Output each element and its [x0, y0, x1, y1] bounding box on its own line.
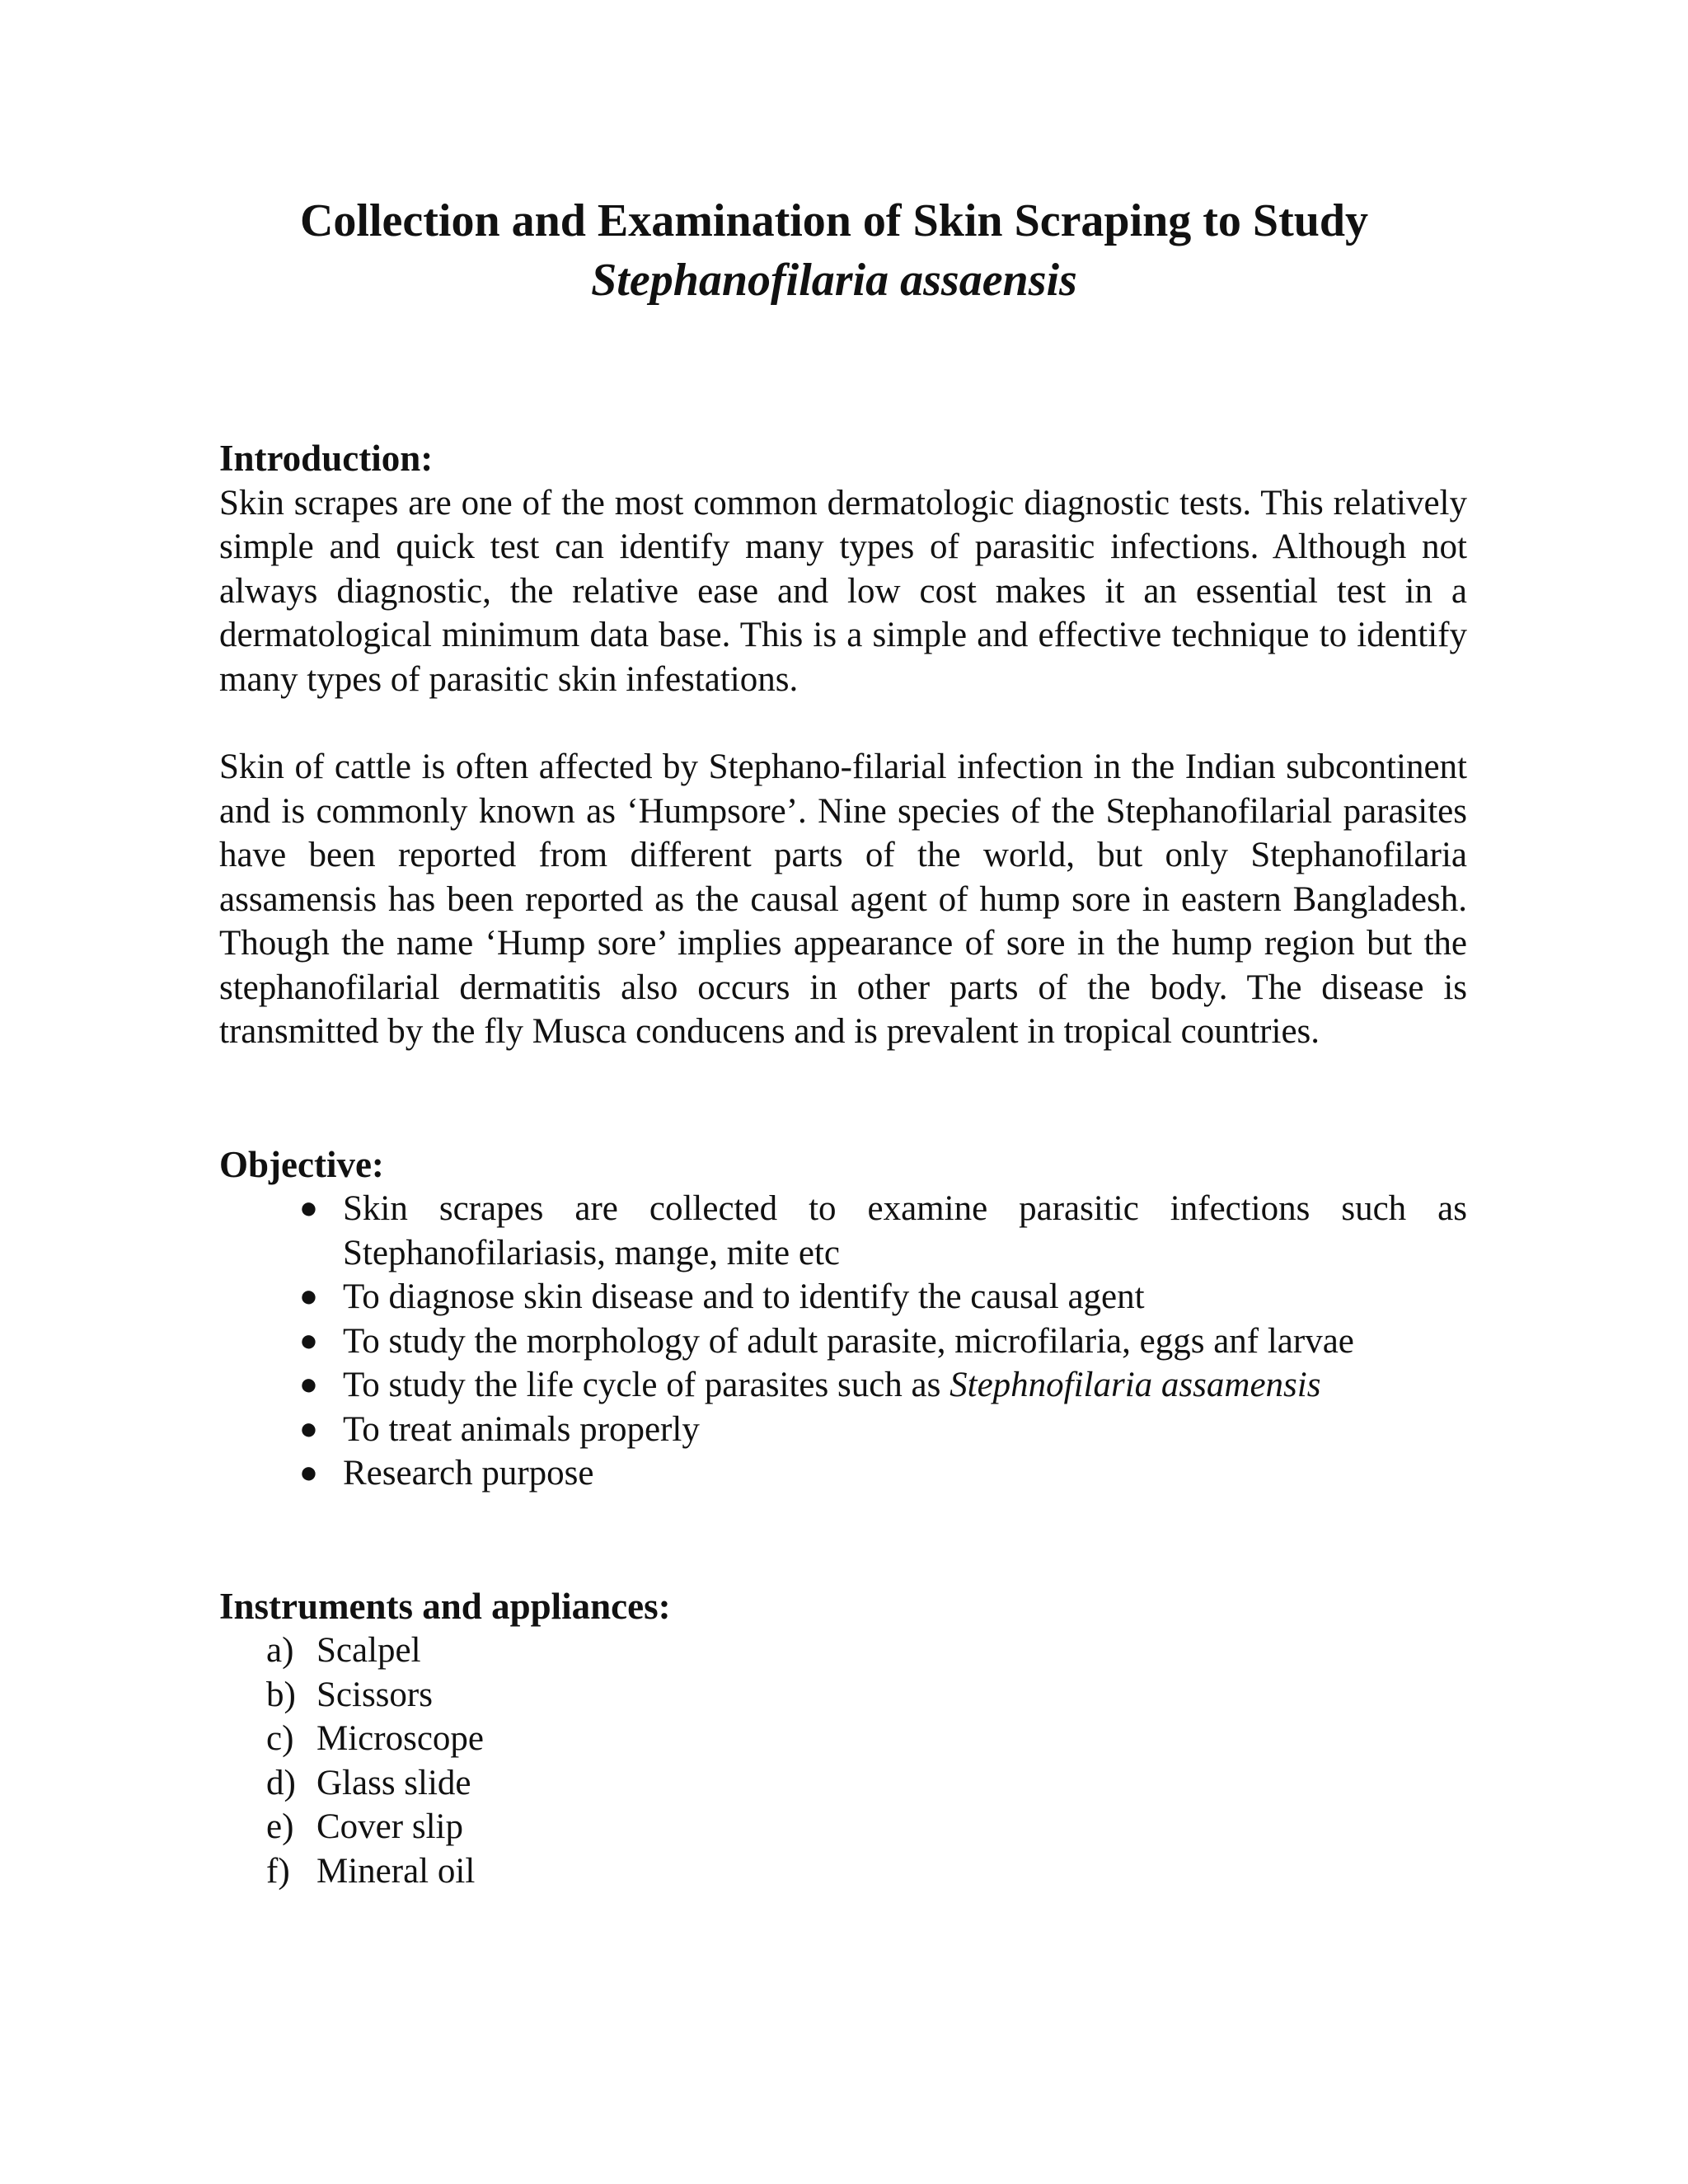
document-body — [219, 437, 1467, 1893]
title-block — [165, 191, 1503, 310]
list-marker: b) — [266, 1675, 296, 1714]
introduction-heading: Introduction: — [219, 438, 434, 479]
bullet-icon: ● — [299, 1367, 318, 1402]
objective-section — [219, 1143, 1467, 1496]
instrument-item — [219, 1717, 1467, 1761]
instruments-heading: Instruments and appliances: — [219, 1585, 671, 1627]
instruments-list — [219, 1629, 1467, 1893]
objective-item — [219, 1275, 1467, 1319]
instrument-item-text: Mineral oil — [316, 1851, 476, 1891]
introduction-paragraph-2: Skin of cattle is often affected by Stephano-filarial infection in the Indian subcontinent and is commonly known as ‘Humpsore’. Nine species of the Stephanofilarial parasites have been reported from different parts of the world, but only Stephanofilaria assamensis has been reported as the causal agent of hump sore in eastern Bangladesh. Though the name ‘Hump sore’ implies appearance of sore in the hump region but the stephanofilarial dermatitis also occurs in other parts of the body. The disease is transmitted by the fly Musca conducens and is prevalent in tropical countries. — [219, 748, 1467, 1051]
objective-item-text: To study the life cycle of parasites such as — [343, 1366, 950, 1404]
bullet-icon: ● — [299, 1279, 318, 1314]
introduction-section — [219, 437, 1467, 1054]
list-marker: f) — [266, 1851, 290, 1891]
objective-item-text: To study the morphology of adult parasite, microfilaria, eggs anf larvae — [343, 1321, 1354, 1361]
objective-item-text: To treat animals properly — [343, 1409, 700, 1449]
list-marker: e) — [266, 1807, 294, 1846]
instrument-item — [219, 1805, 1467, 1849]
instrument-item — [219, 1849, 1467, 1894]
instruments-section — [219, 1585, 1467, 1894]
list-marker: c) — [266, 1719, 294, 1758]
objective-heading: Objective: — [219, 1143, 384, 1185]
introduction-paragraph-1: Skin scrapes are one of the most common dermatologic diagnostic tests. This relatively simple and quick test can identify many types of parasitic infections. Although not always diagnostic, the relative ease and low cost makes it an essential test in a dermatological minimum data base. This is a simple and effective technique to identify many types of parasitic skin infestations. — [219, 483, 1467, 699]
instrument-item — [219, 1629, 1467, 1673]
list-marker: a) — [266, 1631, 294, 1670]
objective-item — [219, 1408, 1467, 1452]
objective-item — [219, 1319, 1467, 1364]
instrument-item-text: Microscope — [316, 1719, 484, 1758]
bullet-icon: ● — [299, 1191, 318, 1226]
instrument-item — [219, 1761, 1467, 1806]
objective-item-text: To diagnose skin disease and to identify the causal agent — [343, 1277, 1145, 1316]
objective-list — [219, 1187, 1467, 1496]
objective-item — [219, 1187, 1467, 1275]
instrument-item-text: Scissors — [316, 1675, 433, 1714]
instrument-item-text: Cover slip — [316, 1807, 463, 1846]
species-name-italic: Stephnofilaria assamensis — [950, 1366, 1321, 1404]
bullet-icon: ● — [299, 1323, 318, 1358]
page-title-species: Stephanofilaria assaensis — [591, 255, 1077, 306]
bullet-icon: ● — [299, 1411, 318, 1446]
instrument-item-text: Scalpel — [316, 1631, 421, 1670]
instrument-item-text: Glass slide — [316, 1763, 471, 1802]
page-title: Collection and Examination of Skin Scraping to Study — [299, 195, 1369, 246]
list-marker: d) — [266, 1763, 296, 1802]
bullet-icon: ● — [299, 1455, 318, 1490]
objective-item-text: Skin scrapes are collected to examine parasitic infections such as Stephanofilariasis, mange, mite etc — [343, 1189, 1467, 1272]
instrument-item — [219, 1673, 1467, 1718]
objective-item — [219, 1363, 1467, 1408]
objective-item-text: Research purpose — [343, 1454, 594, 1493]
objective-item — [219, 1451, 1467, 1496]
